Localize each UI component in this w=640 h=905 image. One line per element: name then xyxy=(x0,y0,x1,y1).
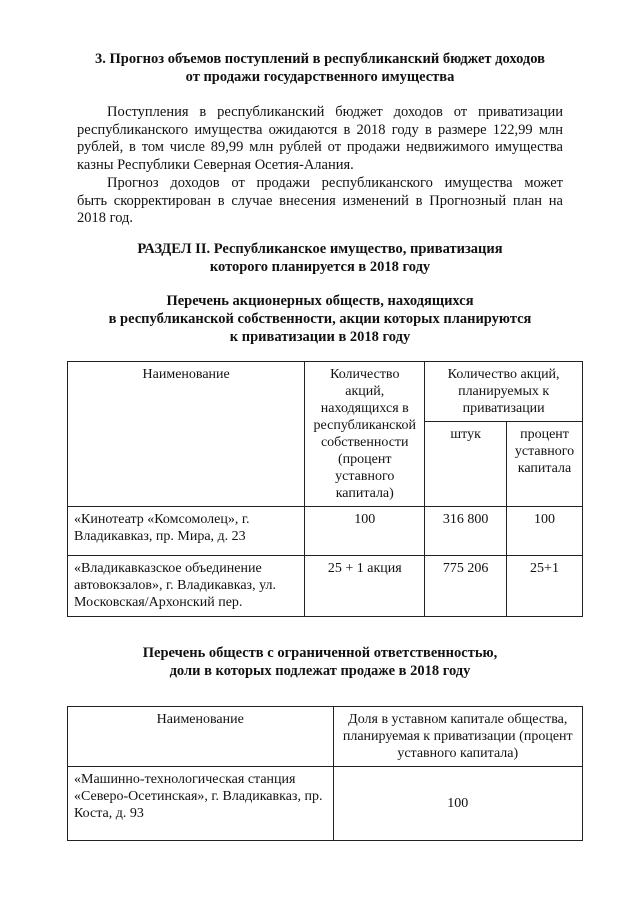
ao-row-name: «Владикавказское объединение автовокзалов», г. Владикавказ, ул. Московская/Архонский пер. xyxy=(68,556,305,617)
ao-list-heading-line3: к приватизации в 2018 году xyxy=(229,329,411,345)
ooo-row-name: «Машинно-технологическая станция «Северо-Осетинская», г. Владикавказ, пр. Коста, д. 93 xyxy=(68,767,334,841)
section3-paragraph-2 xyxy=(77,175,563,228)
table-row xyxy=(68,767,583,841)
ao-row-held: 25 + 1 акция xyxy=(305,556,425,617)
ao-header-planned: Количество акций, планируемых к приватизации xyxy=(425,362,583,422)
ao-row-percent: 100 xyxy=(507,507,583,556)
paragraph-line: Прогноз доходов от продажи республиканского имущества может xyxy=(107,175,563,191)
table-row xyxy=(68,507,583,556)
ao-row-units: 316 800 xyxy=(425,507,507,556)
section3-paragraph-1 xyxy=(77,104,563,174)
paragraph-line: рублей, в том числе 89,99 млн рублей от продажи недвижимого имущества xyxy=(77,139,563,155)
ooo-row-share: 100 xyxy=(333,767,583,841)
ao-header-units: штук xyxy=(425,422,507,507)
paragraph-line: 2018 год. xyxy=(77,210,134,226)
ao-table-header-row xyxy=(68,362,583,422)
ao-header-name: Наименование xyxy=(68,362,305,507)
section2-heading xyxy=(60,240,580,276)
ooo-header-name: Наименование xyxy=(68,707,334,767)
ao-header-held: Количество акций, находящихся в республиканской собственности (процент уставного капитала) xyxy=(305,362,425,507)
ooo-list-heading-line1: Перечень обществ с ограниченной ответственностью, xyxy=(142,645,498,661)
ao-row-percent: 25+1 xyxy=(507,556,583,617)
section3-heading xyxy=(60,50,580,86)
section3-heading-line1: 3. Прогноз объемов поступлений в республиканский бюджет доходов xyxy=(94,51,545,67)
ao-list-heading-line2: в республиканской собственности, акции которых планируются xyxy=(108,311,532,327)
ooo-table xyxy=(67,706,583,841)
ooo-list-heading xyxy=(60,644,580,680)
table-row xyxy=(68,556,583,617)
paragraph-line: быть скорректирован в случае внесения изменений в Прогнозный план на xyxy=(77,192,563,209)
ao-list-heading-line1: Перечень акционерных обществ, находящихся xyxy=(166,293,474,309)
ao-row-units: 775 206 xyxy=(425,556,507,617)
ooo-table-header-row xyxy=(68,707,583,767)
paragraph-line: республиканского имущества ожидаются в 2018 году в размере 122,99 млн xyxy=(77,121,563,138)
section2-heading-line2: которого планируется в 2018 году xyxy=(209,259,431,275)
ao-list-heading xyxy=(60,292,580,346)
paragraph-line: казны Республики Северная Осетия-Алания. xyxy=(77,156,354,173)
section3-heading-line2: от продажи государственного имущества xyxy=(185,69,455,85)
ooo-list-heading-line2: доли в которых подлежат продаже в 2018 году xyxy=(169,663,471,679)
section2-heading-line1: РАЗДЕЛ II. Республиканское имущество, приватизация xyxy=(137,241,503,257)
ao-row-name: «Кинотеатр «Комсомолец», г. Владикавказ, пр. Мира, д. 23 xyxy=(68,507,305,556)
ao-row-held: 100 xyxy=(305,507,425,556)
ooo-header-share: Доля в уставном капитале общества, планируемая к приватизации (процент уставного капитала) xyxy=(333,707,583,767)
ao-table xyxy=(67,361,583,617)
paragraph-line: Поступления в республиканский бюджет доходов от приватизации xyxy=(107,104,563,120)
ao-header-percent: процент уставного капитала xyxy=(507,422,583,507)
